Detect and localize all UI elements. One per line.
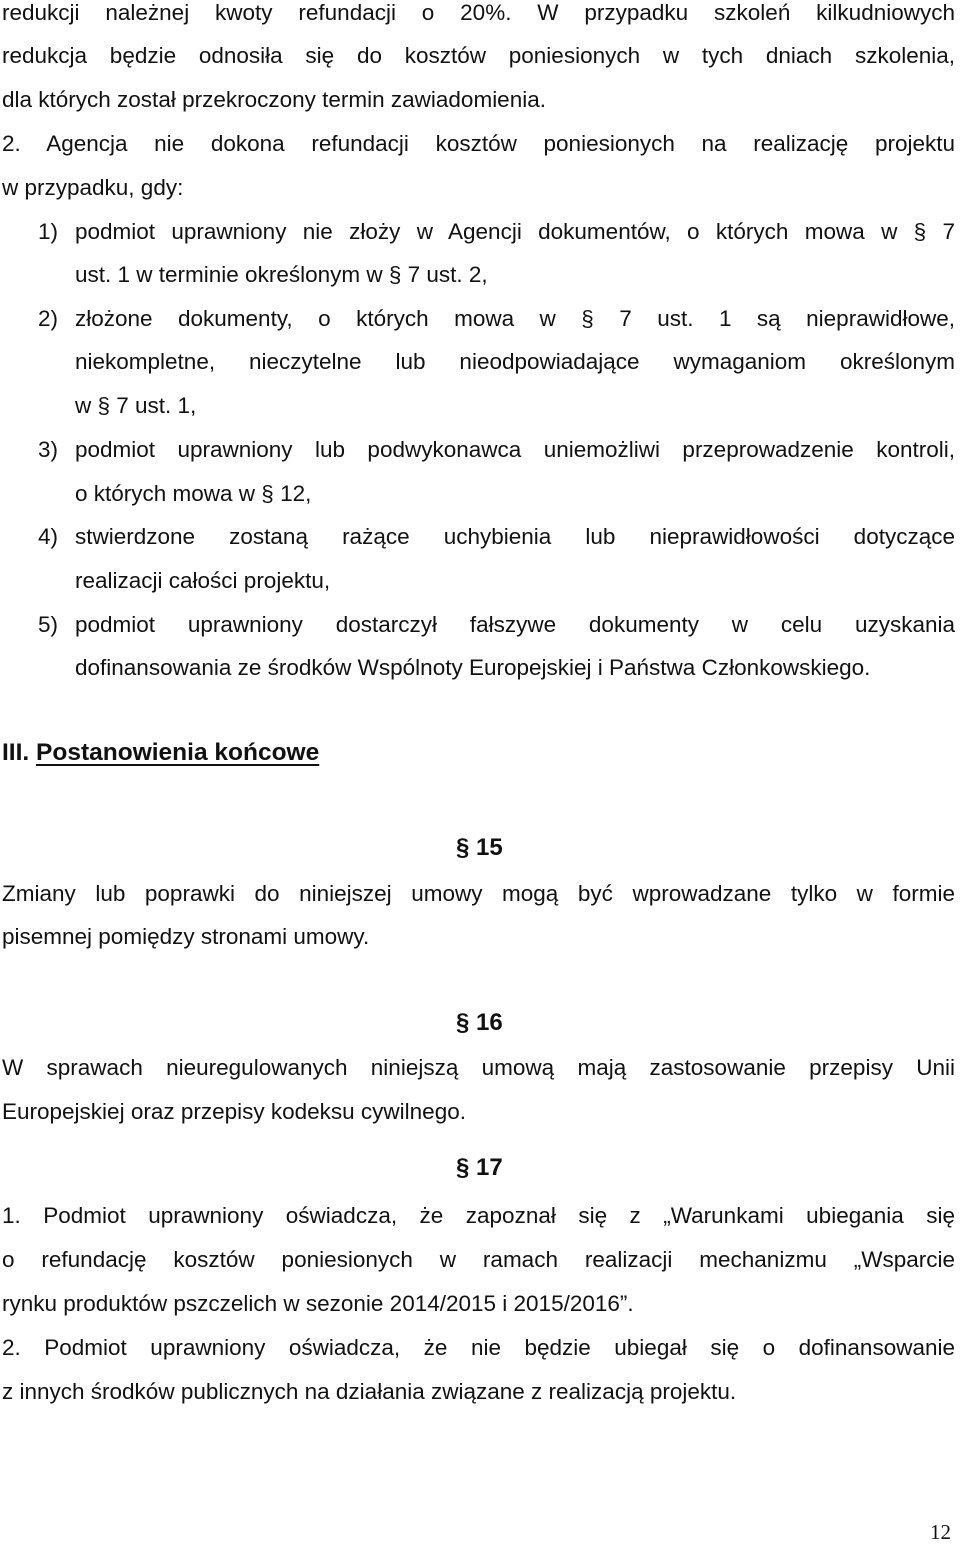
paragraph-heading: § 17: [456, 1154, 503, 1181]
text-line: dla których został przekroczony termin zawiadomienia.: [2, 87, 546, 112]
text-line: z innych środków publicznych na działania związane z realizacją projektu.: [2, 1379, 737, 1404]
text-line: w przypadku, gdy:: [2, 175, 184, 200]
section-heading: [2, 739, 319, 767]
text-line: Europejskiej oraz przepisy kodeksu cywilnego.: [2, 1099, 466, 1124]
list-text: stwierdzone zostaną rażące uchybienia lub nieprawidłowości dotyczące: [75, 524, 955, 549]
text-line: rynku produktów pszczelich w sezonie 2014/2015 i 2015/2016”.: [2, 1291, 634, 1316]
list-text: w § 7 ust. 1,: [75, 393, 197, 418]
section-number: III.: [2, 739, 30, 766]
text-line: 2. Agencja nie dokona refundacji kosztów poniesionych na realizację projektu: [2, 131, 955, 156]
paragraph-heading: § 16: [456, 1009, 503, 1036]
paragraph-heading: § 15: [456, 834, 503, 861]
page-number: 12: [930, 1520, 951, 1544]
list-number: 5): [38, 612, 59, 637]
text-line: 1. Podmiot uprawniony oświadcza, że zapoznał się z „Warunkami ubiegania się: [2, 1203, 955, 1228]
text-line: W sprawach nieuregulowanych niniejszą umową mają zastosowanie przepisy Unii: [2, 1055, 955, 1080]
section-title: Postanowienia końcowe: [36, 739, 320, 766]
list-text: dofinansowania ze środków Wspólnoty Europejskiej i Państwa Członkowskiego.: [75, 655, 871, 680]
list-text: podmiot uprawniony nie złoży w Agencji dokumentów, o których mowa w § 7: [75, 219, 955, 244]
text-line: Zmiany lub poprawki do niniejszej umowy mogą być wprowadzane tylko w formie: [2, 881, 955, 906]
list-text: podmiot uprawniony lub podwykonawca uniemożliwi przeprowadzenie kontroli,: [75, 437, 955, 462]
text-line: redukcji należnej kwoty refundacji o 20%. W przypadku szkoleń kilkudniowych: [2, 0, 955, 25]
list-number: 2): [38, 306, 59, 331]
text-line: pisemnej pomiędzy stronami umowy.: [2, 924, 370, 949]
list-text: złożone dokumenty, o których mowa w § 7 ust. 1 są nieprawidłowe,: [75, 306, 955, 331]
text-line: 2. Podmiot uprawniony oświadcza, że nie będzie ubiegał się o dofinansowanie: [2, 1335, 955, 1360]
list-text: niekompletne, nieczytelne lub nieodpowiadające wymaganiom określonym: [75, 349, 955, 374]
list-text: podmiot uprawniony dostarczył fałszywe dokumenty w celu uzyskania: [75, 612, 955, 637]
list-text: realizacji całości projektu,: [75, 568, 331, 593]
list-number: 3): [38, 437, 59, 462]
list-number: 1): [38, 219, 59, 244]
list-text: ust. 1 w terminie określonym w § 7 ust. 2,: [75, 262, 488, 287]
list-number: 4): [38, 524, 59, 549]
text-line: redukcja będzie odnosiła się do kosztów poniesionych w tych dniach szkolenia,: [2, 43, 955, 68]
text-line: o refundację kosztów poniesionych w ramach realizacji mechanizmu „Wsparcie: [2, 1247, 955, 1272]
list-text: o których mowa w § 12,: [75, 481, 312, 506]
